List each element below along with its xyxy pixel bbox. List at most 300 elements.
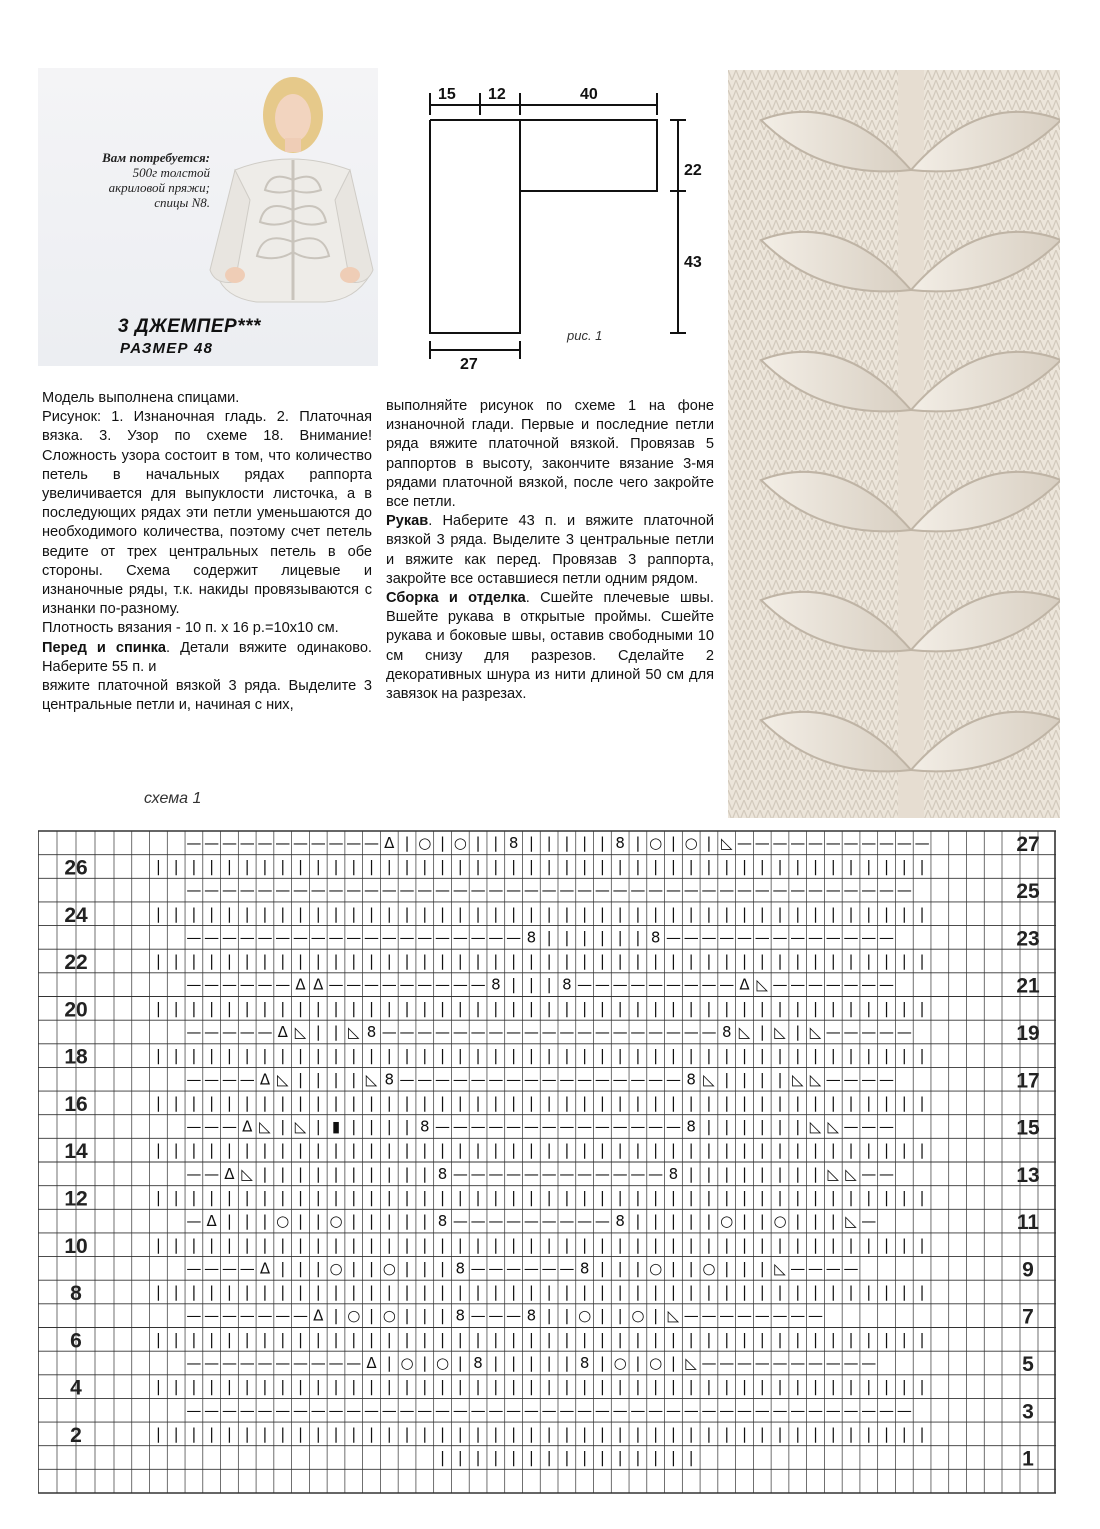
knit-symbol: — (683, 928, 699, 947)
purl-symbol: | (315, 1164, 321, 1183)
purl-symbol: | (635, 1093, 641, 1112)
purl-symbol: | (582, 952, 588, 971)
knit-symbol: — (435, 1070, 451, 1089)
knit-symbol: — (257, 1306, 273, 1325)
purl-symbol: | (812, 1377, 819, 1396)
knit-symbol: — (364, 881, 380, 900)
purl-symbol: | (617, 1141, 623, 1160)
purl-symbol: | (866, 1141, 872, 1160)
knit-symbol: — (275, 1401, 291, 1420)
purl-symbol: | (759, 857, 765, 876)
purl-symbol: | (315, 1283, 321, 1302)
purl-symbol: | (617, 1306, 623, 1325)
purl-symbol: | (209, 1424, 215, 1443)
knit-symbol: — (506, 1259, 522, 1278)
purl-symbol: | (653, 1306, 659, 1325)
purl-symbol: | (919, 1046, 925, 1065)
yarn-over-symbol: ○ (400, 1353, 414, 1372)
purl-symbol: | (546, 1353, 552, 1372)
purl-symbol: | (297, 1330, 304, 1349)
purl-symbol: | (564, 857, 570, 876)
purl-symbol: | (582, 999, 588, 1018)
purl-symbol: | (155, 1235, 161, 1254)
yarn-over-symbol: ○ (329, 1212, 343, 1231)
purl-symbol: | (635, 1377, 641, 1396)
purl-symbol: | (688, 1283, 694, 1302)
twisted-stitch-symbol: 8 (384, 1070, 395, 1089)
purl-symbol: | (901, 1046, 907, 1065)
knit-symbol: — (470, 1401, 486, 1420)
purl-symbol: | (422, 1283, 428, 1302)
figure-caption: рис. 1 (567, 328, 603, 343)
knit-symbol: — (541, 1401, 557, 1420)
purl-symbol: | (848, 1141, 854, 1160)
purl-symbol: | (493, 1448, 499, 1467)
purl-symbol: | (901, 1283, 907, 1302)
knit-symbol: — (346, 928, 362, 947)
knit-symbol: — (364, 1401, 380, 1420)
knit-symbol: — (186, 1401, 202, 1420)
purl-symbol: | (440, 1448, 446, 1467)
knit-symbol: — (559, 1164, 575, 1183)
knit-symbol: — (861, 1212, 877, 1231)
purl-symbol: | (830, 952, 836, 971)
purl-symbol: | (368, 1188, 375, 1207)
purl-symbol: | (653, 1188, 659, 1207)
knit-symbol: — (861, 1070, 877, 1089)
purl-symbol: | (244, 904, 250, 923)
purl-symbol: | (440, 857, 446, 876)
purl-symbol: | (706, 1164, 712, 1183)
yarn-over-symbol: ○ (613, 1353, 627, 1372)
left-decrease-symbol: ◺ (809, 1070, 822, 1089)
purl-symbol: | (546, 1093, 552, 1112)
knit-symbol: — (470, 1022, 486, 1041)
purl-symbol: | (244, 1046, 250, 1065)
purl-symbol: | (368, 952, 375, 971)
purl-symbol: | (670, 952, 676, 971)
purl-symbol: | (599, 1259, 605, 1278)
knit-symbol: — (381, 881, 397, 900)
knit-symbol: — (346, 881, 362, 900)
purl-symbol: | (617, 952, 623, 971)
knit-symbol: — (577, 1117, 593, 1136)
purl-symbol: | (670, 857, 676, 876)
knit-symbol: — (452, 1117, 468, 1136)
knit-symbol: — (879, 1022, 895, 1041)
purl-symbol: | (333, 1283, 339, 1302)
knit-symbol: — (594, 1117, 610, 1136)
knit-symbol: — (488, 928, 504, 947)
knit-symbol: — (879, 1401, 895, 1420)
knit-symbol: — (186, 881, 202, 900)
purl-symbol: | (528, 1046, 534, 1065)
purl-symbol: | (173, 1330, 179, 1349)
knit-symbol: — (257, 1353, 273, 1372)
purl-symbol: | (653, 1283, 659, 1302)
purl-symbol: | (759, 1117, 765, 1136)
knit-symbol: — (346, 975, 362, 994)
purl-symbol: | (368, 1093, 375, 1112)
knit-symbol: — (630, 881, 646, 900)
purl-symbol: | (546, 1235, 552, 1254)
knit-symbol: — (506, 928, 522, 947)
knit-symbol: — (843, 1070, 859, 1089)
knit-symbol: — (506, 1022, 522, 1041)
knit-symbol: — (772, 833, 788, 852)
purl-symbol: | (368, 999, 375, 1018)
purl-symbol: | (386, 1424, 392, 1443)
purl-symbol: | (759, 1046, 765, 1065)
purl-symbol: | (280, 1117, 286, 1136)
purl-symbol: | (670, 1212, 676, 1231)
knit-symbol: — (221, 1070, 237, 1089)
purl-symbol: | (315, 1022, 321, 1041)
purl-symbol: | (191, 1330, 197, 1349)
purl-symbol: | (795, 999, 801, 1018)
knitting-chart (38, 827, 1056, 1497)
purl-symbol: | (653, 1424, 659, 1443)
purl-symbol: | (386, 999, 392, 1018)
purl-symbol: | (297, 952, 304, 971)
purl-symbol: | (209, 1235, 215, 1254)
purl-symbol: | (333, 1377, 339, 1396)
knit-symbol: — (612, 1164, 628, 1183)
knit-symbol: — (310, 833, 326, 852)
purl-symbol: | (457, 1330, 463, 1349)
purl-symbol: | (777, 857, 783, 876)
row-number-right: 3 (1022, 1400, 1034, 1424)
purl-symbol: | (812, 999, 819, 1018)
knit-symbol: — (665, 928, 681, 947)
knit-symbol: — (808, 833, 824, 852)
purl-symbol: | (777, 1164, 783, 1183)
purl-symbol: | (919, 1093, 925, 1112)
paragraph: Рукав. Наберите 43 п. и вяжите платочной вязкой 3 ряда. Выделите 3 центральные петли и вяжите как перед. Провязав 3 раппорта, закройте все оставшиеся петли одним рядом. (386, 513, 714, 587)
purl-symbol: | (884, 1377, 890, 1396)
purl-symbol: | (386, 1117, 392, 1136)
knit-symbol: — (559, 1022, 575, 1041)
purl-symbol: | (173, 999, 179, 1018)
purl-symbol: | (812, 1212, 819, 1231)
purl-symbol: | (812, 1188, 819, 1207)
knit-symbol: — (879, 1070, 895, 1089)
purl-symbol: | (368, 904, 375, 923)
left-decrease-symbol: ◺ (774, 1259, 786, 1278)
knit-symbol: — (506, 1306, 522, 1325)
knit-symbol: — (239, 1070, 255, 1089)
purl-symbol: | (830, 1046, 836, 1065)
purl-symbol: | (653, 1046, 659, 1065)
knit-symbol: — (559, 881, 575, 900)
yarn-over-symbol: ○ (684, 833, 698, 852)
knit-symbol: — (772, 1306, 788, 1325)
purl-symbol: | (404, 857, 410, 876)
knit-symbol: — (239, 833, 255, 852)
purl-symbol: | (493, 1235, 499, 1254)
purl-symbol: | (475, 1283, 481, 1302)
knit-symbol: — (577, 975, 593, 994)
purl-symbol: | (191, 1283, 197, 1302)
purl-symbol: | (209, 904, 215, 923)
purl-symbol: | (457, 904, 463, 923)
purl-symbol: | (475, 857, 481, 876)
paragraph: Рисунок: 1. Изнаночная гладь. 2. Платочная вязка. 3. Узор по схеме 18. Внимание! Сложность узора состоит в том, что количество петель в начальных рядах раппорта увеличивается для выпуклости листочка, а в последующих рядах эти петли уменьшаются до необходимого количества, поэтому счет петель ведите от трех центральных петель в обе стороны. Схема содержит лицевые и изнаночные ряды, т.к. накиды провязываются с изнанки по-разному. (42, 409, 372, 618)
purl-symbol: | (653, 1141, 659, 1160)
purl-symbol: | (422, 1306, 428, 1325)
purl-symbol: | (830, 1235, 836, 1254)
purl-symbol: | (209, 952, 215, 971)
knit-symbol: — (435, 1022, 451, 1041)
row-number-right: 13 (1016, 1163, 1040, 1187)
knit-symbol: — (683, 1401, 699, 1420)
purl-symbol: | (262, 952, 268, 971)
knit-symbol: — (417, 928, 433, 947)
knit-symbol: — (221, 1117, 237, 1136)
purl-symbol: | (812, 952, 819, 971)
purl-symbol: | (457, 1283, 463, 1302)
purl-symbol: | (173, 857, 179, 876)
purl-symbol: | (884, 1330, 890, 1349)
purl-symbol: | (670, 904, 676, 923)
purl-symbol: | (422, 1188, 428, 1207)
purl-symbol: | (812, 904, 819, 923)
purl-symbol: | (297, 1046, 304, 1065)
purl-symbol: | (546, 1448, 552, 1467)
purl-symbol: | (706, 1330, 712, 1349)
purl-symbol: | (155, 904, 161, 923)
purl-symbol: | (315, 952, 321, 971)
purl-symbol: | (333, 1022, 339, 1041)
purl-symbol: | (244, 857, 250, 876)
purl-symbol: | (404, 1330, 410, 1349)
purl-symbol: | (457, 1046, 463, 1065)
twisted-stitch-symbol: 8 (473, 1353, 483, 1372)
purl-symbol: | (422, 952, 428, 971)
purl-symbol: | (582, 1424, 588, 1443)
purl-symbol: | (457, 1424, 463, 1443)
purl-symbol: | (795, 1424, 801, 1443)
purl-symbol: | (226, 1377, 232, 1396)
purl-symbol: | (297, 999, 304, 1018)
knit-symbol: — (861, 833, 877, 852)
purl-symbol: | (209, 1046, 215, 1065)
knit-symbol: — (790, 1353, 806, 1372)
knit-symbol: — (808, 1353, 824, 1372)
purl-symbol: | (315, 1117, 321, 1136)
purl-symbol: | (475, 1448, 481, 1467)
purl-symbol: | (901, 1424, 907, 1443)
purl-symbol: | (315, 857, 321, 876)
purl-symbol: | (368, 857, 375, 876)
yarn-over-symbol: ○ (578, 1306, 592, 1325)
purl-symbol: | (688, 1046, 694, 1065)
row-number-right: 9 (1022, 1258, 1034, 1282)
left-decrease-symbol: ◺ (809, 1117, 822, 1136)
dim-right-b: 43 (684, 254, 702, 271)
purl-symbol: | (493, 1093, 499, 1112)
row-number-left: 4 (70, 1376, 82, 1400)
knit-symbol: — (843, 928, 859, 947)
purl-symbol: | (493, 999, 499, 1018)
purl-symbol: | (511, 952, 517, 971)
purl-symbol: | (528, 952, 534, 971)
purl-symbol: | (777, 1188, 783, 1207)
purl-symbol: | (404, 1141, 410, 1160)
purl-symbol: | (582, 1283, 588, 1302)
knit-symbol: — (772, 1353, 788, 1372)
purl-symbol: | (511, 1046, 517, 1065)
purl-symbol: | (528, 1424, 534, 1443)
purl-symbol: | (511, 1424, 517, 1443)
purl-symbol: | (440, 999, 446, 1018)
purl-symbol: | (741, 1377, 748, 1396)
purl-symbol: | (599, 904, 605, 923)
knit-symbol: — (310, 1401, 326, 1420)
knit-symbol: — (577, 1022, 593, 1041)
purl-symbol: | (759, 1330, 765, 1349)
purl-symbol: | (528, 1188, 534, 1207)
knit-symbol: — (399, 975, 415, 994)
paragraph: выполняйте рисунок по схеме 1 на фоне изнаночной глади. Первые и последние петли ряда вяжите платочной вязкой. Провязав 5 раппортов в высоту, закончите вязание 3-мя рядами платочной вязкой, после чего закройте все петли. (386, 398, 714, 511)
purl-symbol: | (741, 904, 748, 923)
purl-symbol: | (777, 1141, 783, 1160)
knit-symbol: — (470, 975, 486, 994)
purl-symbol: | (528, 1377, 534, 1396)
purl-symbol: | (173, 1093, 179, 1112)
purl-symbol: | (866, 999, 872, 1018)
purl-symbol: | (368, 1330, 375, 1349)
purl-symbol: | (848, 1235, 854, 1254)
purl-symbol: | (333, 1141, 339, 1160)
purl-symbol: | (564, 1424, 570, 1443)
purl-symbol: | (528, 999, 534, 1018)
knit-symbol: — (435, 1117, 451, 1136)
yarn-over-symbol: ○ (382, 1306, 396, 1325)
purl-symbol: | (386, 1188, 392, 1207)
knit-symbol: — (541, 1259, 557, 1278)
yarn-over-symbol: ○ (773, 1212, 787, 1231)
knit-symbol: — (754, 881, 770, 900)
purl-symbol: | (848, 904, 854, 923)
purl-symbol: | (368, 1377, 375, 1396)
knit-symbol: — (186, 928, 202, 947)
purl-symbol: | (440, 1306, 446, 1325)
knit-symbol: — (470, 1117, 486, 1136)
purl-symbol: | (884, 1046, 890, 1065)
purl-symbol: | (457, 1353, 463, 1372)
purl-symbol: | (688, 1093, 694, 1112)
row-number-left: 16 (64, 1092, 88, 1116)
dim-top-c: 40 (580, 86, 598, 103)
knit-symbol: — (435, 881, 451, 900)
purl-symbol: | (599, 1093, 605, 1112)
purl-symbol: | (209, 1188, 215, 1207)
knit-symbol: — (381, 1022, 397, 1041)
knit-symbol: — (257, 1401, 273, 1420)
purl-symbol: | (457, 1235, 463, 1254)
purl-symbol: | (155, 1377, 161, 1396)
purl-symbol: | (440, 1093, 446, 1112)
purl-symbol: | (386, 1235, 392, 1254)
knit-symbol: — (701, 1401, 717, 1420)
purl-symbol: | (511, 1093, 517, 1112)
knit-symbol: — (648, 1070, 664, 1089)
purl-symbol: | (191, 1093, 197, 1112)
knit-symbol: — (861, 1164, 877, 1183)
purl-symbol: | (226, 1235, 232, 1254)
decrease-symbol: Δ (366, 1353, 377, 1372)
knit-symbol: — (239, 928, 255, 947)
purl-symbol: | (386, 952, 392, 971)
purl-symbol: | (706, 952, 712, 971)
purl-symbol: | (475, 1188, 481, 1207)
knit-symbol: — (239, 1022, 255, 1041)
purl-symbol: | (351, 857, 357, 876)
purl-symbol: | (262, 857, 268, 876)
twisted-stitch-symbol: 8 (366, 1022, 377, 1041)
purl-symbol: | (582, 1448, 588, 1467)
knit-symbol: — (665, 1022, 681, 1041)
purl-symbol: | (564, 1306, 570, 1325)
knit-symbol: — (736, 1401, 752, 1420)
knit-symbol: — (204, 881, 220, 900)
knit-symbol: — (861, 928, 877, 947)
purl-symbol: | (528, 1093, 534, 1112)
knit-symbol: — (665, 1117, 681, 1136)
purl-symbol: | (812, 1164, 819, 1183)
knit-symbol: — (204, 1306, 220, 1325)
purl-symbol: | (724, 1283, 730, 1302)
yarn-over-symbol: ○ (329, 1259, 343, 1278)
knit-symbol: — (257, 833, 273, 852)
purl-symbol: | (422, 1046, 428, 1065)
knit-symbol: — (523, 1259, 539, 1278)
purl-symbol: | (511, 1188, 517, 1207)
twisted-stitch-symbol: 8 (615, 1212, 625, 1231)
knit-symbol: — (506, 1117, 522, 1136)
purl-symbol: | (173, 1188, 179, 1207)
purl-symbol: | (546, 1377, 552, 1396)
purl-symbol: | (919, 1283, 925, 1302)
purl-symbol: | (155, 952, 161, 971)
purl-symbol: | (884, 857, 890, 876)
twisted-stitch-symbol: 8 (579, 1353, 590, 1372)
left-decrease-symbol: ◺ (276, 1070, 289, 1089)
knit-symbol: — (754, 1306, 770, 1325)
materials-line: акриловой пряжи; (108, 180, 210, 195)
purl-symbol: | (493, 904, 499, 923)
knit-symbol: — (577, 1212, 593, 1231)
knit-symbol: — (719, 975, 735, 994)
row-number-right: 1 (1022, 1447, 1034, 1471)
purl-symbol: | (653, 904, 659, 923)
knit-symbol: — (790, 975, 806, 994)
purl-symbol: | (670, 1448, 676, 1467)
purl-symbol: | (351, 1259, 357, 1278)
purl-symbol: | (688, 1188, 694, 1207)
purl-symbol: | (333, 857, 339, 876)
purl-symbol: | (546, 1141, 552, 1160)
row-number-left: 2 (70, 1423, 82, 1447)
purl-symbol: | (582, 1046, 588, 1065)
purl-symbol: | (724, 1046, 730, 1065)
purl-symbol: | (688, 1330, 694, 1349)
knit-symbol: — (257, 1022, 273, 1041)
purl-symbol: | (475, 1377, 481, 1396)
purl-symbol: | (795, 952, 801, 971)
purl-symbol: | (919, 952, 925, 971)
